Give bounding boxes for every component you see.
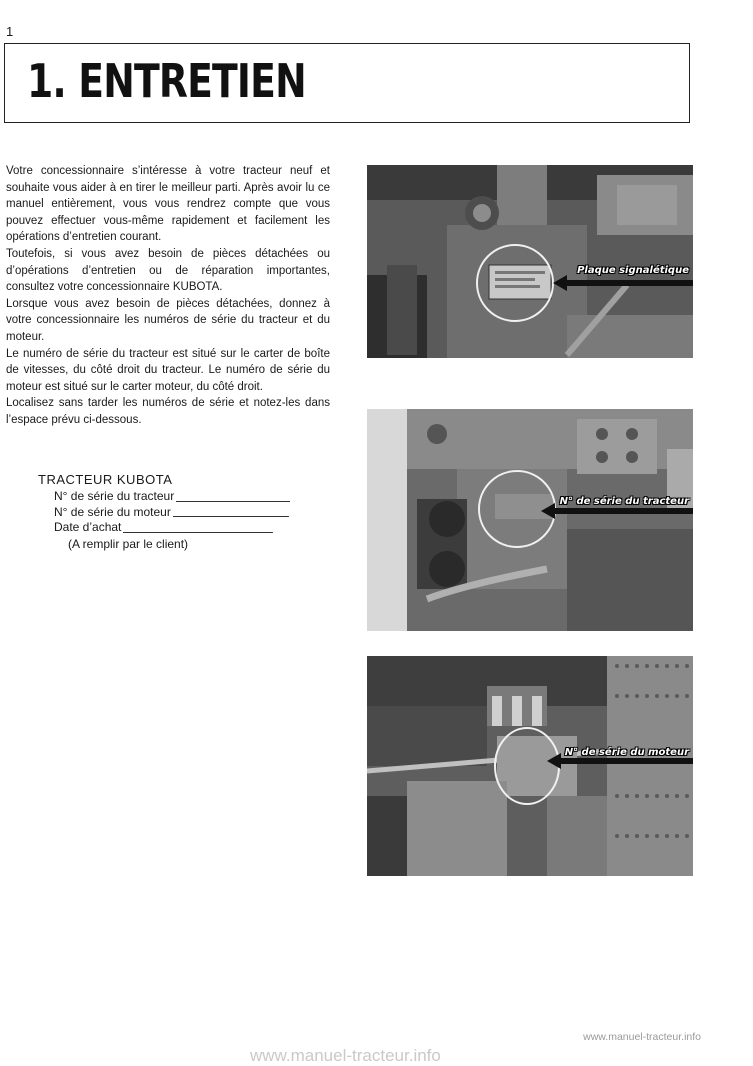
photo-nameplate (367, 165, 693, 358)
page-title: 1. ENTRETIEN (27, 54, 306, 108)
photo-callout-tractor-serial: N° de série du tracteur (559, 496, 689, 507)
title-box (4, 43, 690, 123)
page-number: 1 (6, 24, 14, 39)
intro-paragraph: Toutefois, si vous avez besoin de pièces détachées ou d’opérations d’entretien ou de réparation importantes, consultez votre concessionnaire KUBOTA. (6, 247, 330, 294)
intro-paragraph: Localisez sans tarder les numéros de série et notez-les dans l’espace prévu ci-dessous. (6, 397, 330, 426)
purchase-date-field[interactable] (123, 532, 273, 533)
form-row-tractor-serial (54, 489, 290, 505)
photo-tractor-serial (367, 409, 693, 631)
intro-paragraph: Le numéro de série du tracteur est situé sur le carter de boîte de vitesses, du côté droit du tracteur. Le numéro de série du moteur est situé sur le carter moteur, du côté droit. (6, 347, 330, 393)
form-title: TRACTEUR KUBOTA (38, 472, 173, 487)
tractor-serial-field[interactable] (176, 501, 290, 502)
intro-paragraph: Votre concessionnaire s’intéresse à votre tracteur neuf et souhaite vous aider à en tirer le meilleur parti. Après avoir lu ce manuel entièrement, vous vous rendrez compte que vous pouvez effectuer vous-même rapidement et facilement les opérations d’entretien courant. (6, 165, 330, 244)
photo-engine-serial (367, 656, 693, 876)
watermark-large: www.manuel-tracteur.info (250, 1046, 441, 1065)
intro-text (6, 163, 330, 429)
form-label: Date d’achat (54, 520, 122, 534)
photo-engine-serial-image (367, 656, 693, 876)
watermark: www.manuel-tracteur.info (583, 1031, 701, 1043)
intro-paragraph: Lorsque vous avez besoin de pièces détachées, donnez à votre concessionnaire les numéros de série du tracteur et du moteur. (6, 297, 330, 343)
form-label: N° de série du tracteur (54, 489, 175, 503)
engine-serial-field[interactable] (173, 516, 289, 517)
form-label: N° de série du moteur (54, 504, 171, 519)
photo-callout-nameplate: Plaque signalétique (577, 265, 689, 276)
photo-tractor-serial-image (367, 409, 693, 631)
form-note: (A remplir par le client) (68, 536, 189, 551)
photo-nameplate-image (367, 165, 693, 358)
form-row-engine-serial (54, 505, 290, 521)
serial-number-form (38, 472, 290, 552)
form-row-purchase-date (54, 520, 290, 536)
photo-callout-engine-serial: N° de série du moteur (564, 747, 689, 758)
